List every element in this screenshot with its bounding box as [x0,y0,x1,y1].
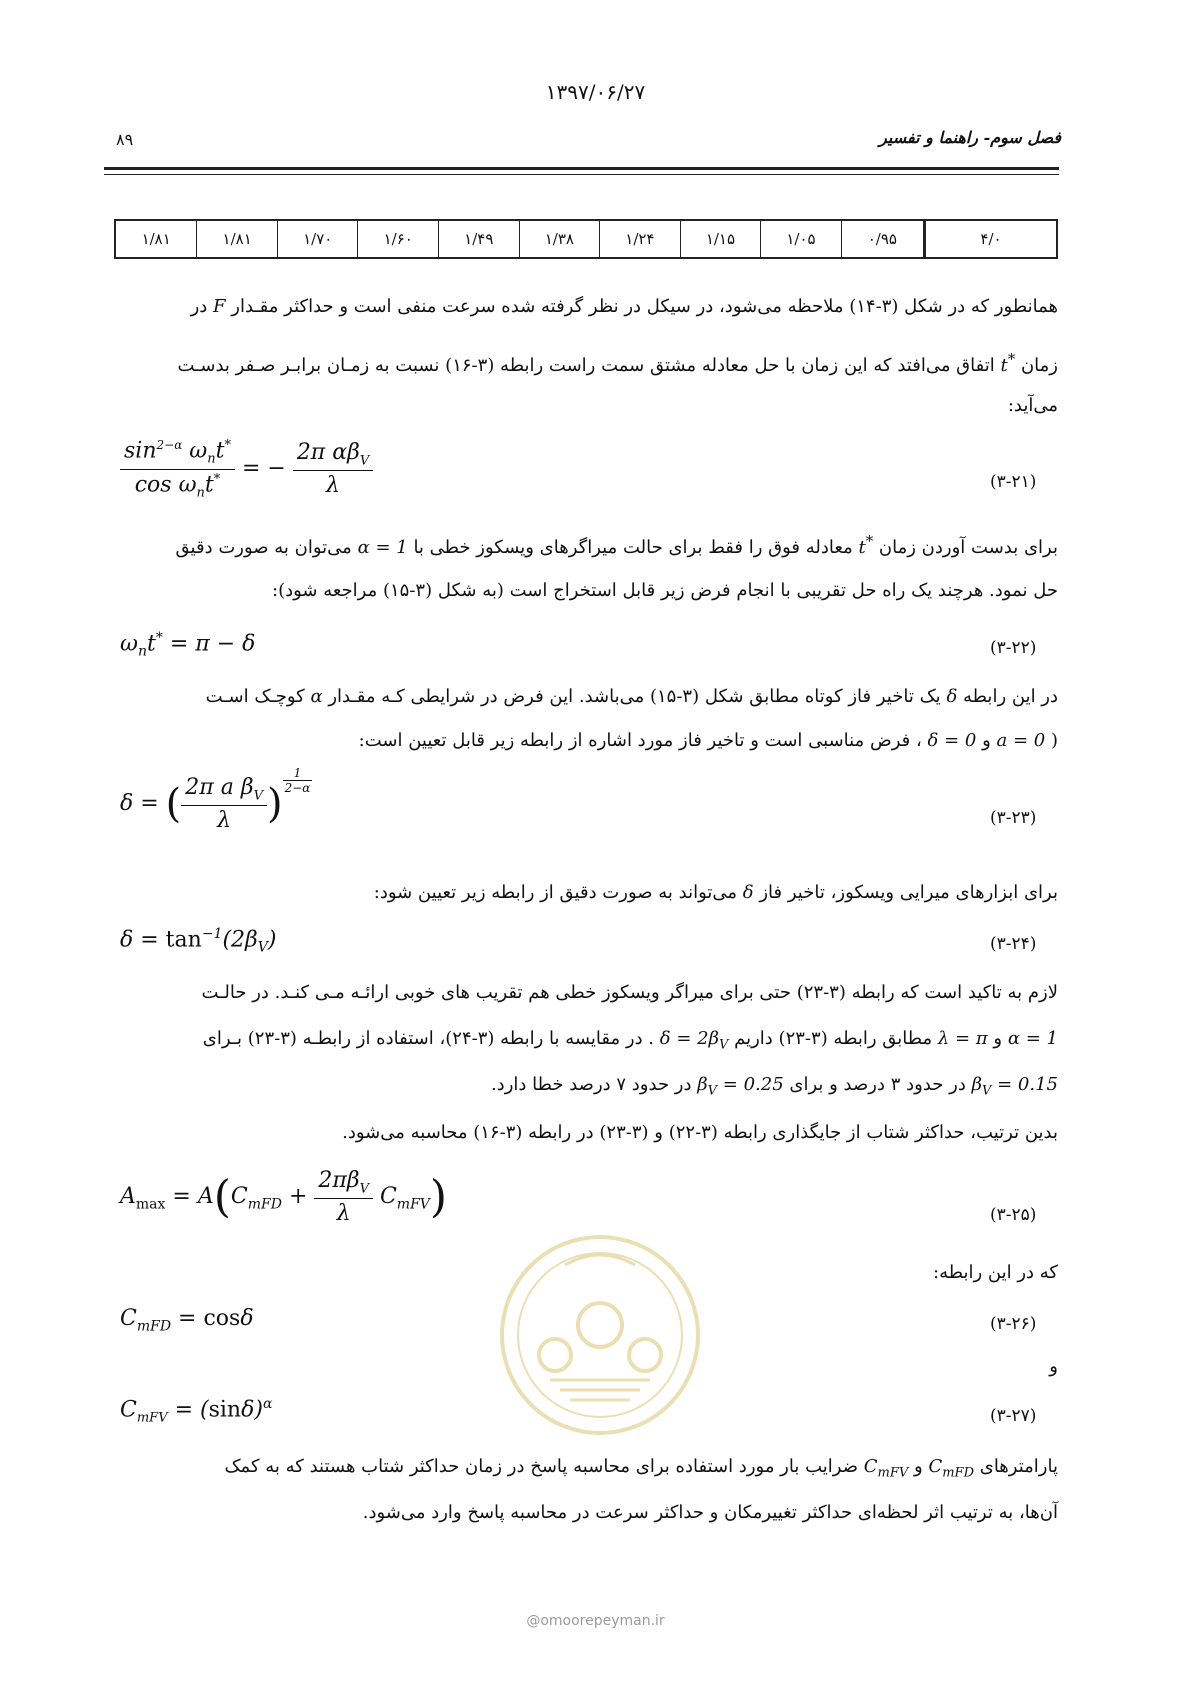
table-cell: ۱/۶۰ [358,220,439,258]
document-date: ۱۳۹۷/۰۶/۲۷ [545,80,646,104]
equation-number: (۳-۲۴) [990,934,1037,954]
value-table [114,219,1058,259]
table-cell: ۱/۷۰ [277,220,358,258]
paragraph-line: آن‌ها، به ترتیب اثر لحظه‌ای حداکثر تغییرمکان و حداکثر سرعت در محاسبه پاسخ وارد می‌شود. [362,1502,1058,1523]
paragraph-line: بدین ترتیب، حداکثر شتاب از جایگذاری رابطه (۳-۲۲) و (۳-۲۳) در رابطه (۳-۱۶) محاسبه می‌شود. [342,1122,1058,1143]
paragraph-line: می‌آید: [1007,395,1058,416]
equation-26: $C_{mFD} = \cos\delta$ [120,1306,254,1335]
equation-23: δ = ( $\frac{2\pi a \beta_V}{\lambda}$ ) $^{\frac{1}{2-\alpha}}$ [120,765,311,834]
paragraph-line: پارامترهای $C_{mFD}$ و $C_{mFV}$ ضرایب بار مورد استفاده برای محاسبه پاسخ در زمان حداکثر شتاب هستند که به کمک [224,1456,1058,1481]
equation-number: (۳-۲۱) [990,472,1037,492]
paragraph-line: برای ابزارهای میرایی ویسکوز، تاخیر فاز δ می‌تواند به صورت دقیق از رابطه زیر تعیین شود: [373,882,1058,903]
paragraph-line: همانطور که در شکل (۳-۱۴) ملاحظه می‌شود، در سیکل در نظر گرفته شده سرعت منفی است و حداکثر مقـدار F در [190,296,1058,317]
page-number: ۸۹ [116,130,134,149]
inline-math: t* [1000,350,1016,376]
paragraph-line: برای بدست آوردن زمان t* معادله فوق را فقط برای حالت میراگرهای ویسکوز خطی با α = 1 می‌توان به صورت دقیق [175,532,1058,558]
table-cell: ۱/۰۵ [761,220,842,258]
table-cell: ۱/۳۸ [519,220,600,258]
table-cell: ۰/۹۵ [841,220,924,258]
seal-watermark [495,1230,705,1440]
table-cell: ۱/۸۱ [197,220,278,258]
paragraph-line: که در این رابطه: [933,1262,1058,1283]
equation-number: (۳-۲۶) [990,1314,1037,1334]
equation-24: $\delta = \tan^{-1}(2\beta_V)$ [120,926,277,956]
paragraph-line: α = 1 و λ = π مطابق رابطه (۳-۲۳) داریم $\delta = 2\beta_V$ . در مقایسه با رابطه (۳-۲۴)، استفاده از رابطـه (۳-۲۳) بـرای [202,1028,1058,1053]
equation-22: $\omega_nt^* = \pi - \delta$ [120,630,256,660]
equation-number: (۳-۲۲) [990,638,1037,658]
table-row [115,220,1057,258]
chapter-title: فصل سوم- راهنما و تفسیر [879,128,1061,147]
header-rule-thin [104,174,1059,175]
paragraph-line: $\beta_V = 0.15$ در حدود ۳ درصد و برای $\beta_V = 0.25$ در حدود ۷ درصد خطا دارد. [490,1074,1058,1099]
paragraph-line: ( a = 0 و δ = 0 ، فرض مناسبی است و تاخیر فاز مورد اشاره از رابطه زیر قابل تعیین است: [358,730,1058,751]
inline-math: F [213,296,226,317]
paragraph-line: و [1049,1356,1058,1377]
equation-number: (۳-۲۳) [990,808,1037,828]
paragraph-line: در این رابطه δ یک تاخیر فاز کوتاه مطابق شکل (۳-۱۵) می‌باشد. این فرض در شرایطی کـه مقـدار α کوچـک اسـت [205,686,1058,707]
equation-number: (۳-۲۵) [990,1205,1037,1225]
equation-number: (۳-۲۷) [990,1406,1037,1426]
equation-25: $A_{max} = A(C_{mFD}$ + $\frac{2\pi\beta_V}{\lambda}$ $C_{mFV}$) [120,1168,448,1227]
table-cell: ۱/۱۵ [680,220,761,258]
paragraph-line: لازم به تاکید است که رابطه (۳-۲۳) حتی برای میراگر ویسکوز خطی هم تقریب های خوبی ارائـه مـی کنـد. در حالـت [201,982,1058,1003]
table-cell: ۱/۴۹ [439,220,520,258]
equation-21: $\frac{\sin^{2-\alpha} \omega_nt^*}{\cos \omega_nt^*}$ = − $\frac{2\pi \alpha\beta_V}{\lambda}$ [120,438,373,500]
header-rule-thick [104,167,1059,170]
equation-27: $C_{mFV} = (\sin\delta)^\alpha$ [120,1396,273,1426]
table-cell: ۱/۸۱ [115,220,197,258]
website-watermark: @omoorepeyman.ir [526,1613,665,1629]
paragraph-line: حل نمود. هرچند یک راه حل تقریبی با انجام فرض زیر قابل استخراج است (به شکل (۳-۱۵) مراجعه شود): [272,580,1058,601]
table-cell: ۱/۲۴ [600,220,681,258]
paragraph-line: زمان t* اتفاق می‌افتد که این زمان با حل معادله مشتق سمت راست رابطه (۳-۱۶) نسبت به زمـان برابـر صـفر بدسـت [177,350,1058,376]
table-header-cell: ۴/۰ [925,220,1058,258]
